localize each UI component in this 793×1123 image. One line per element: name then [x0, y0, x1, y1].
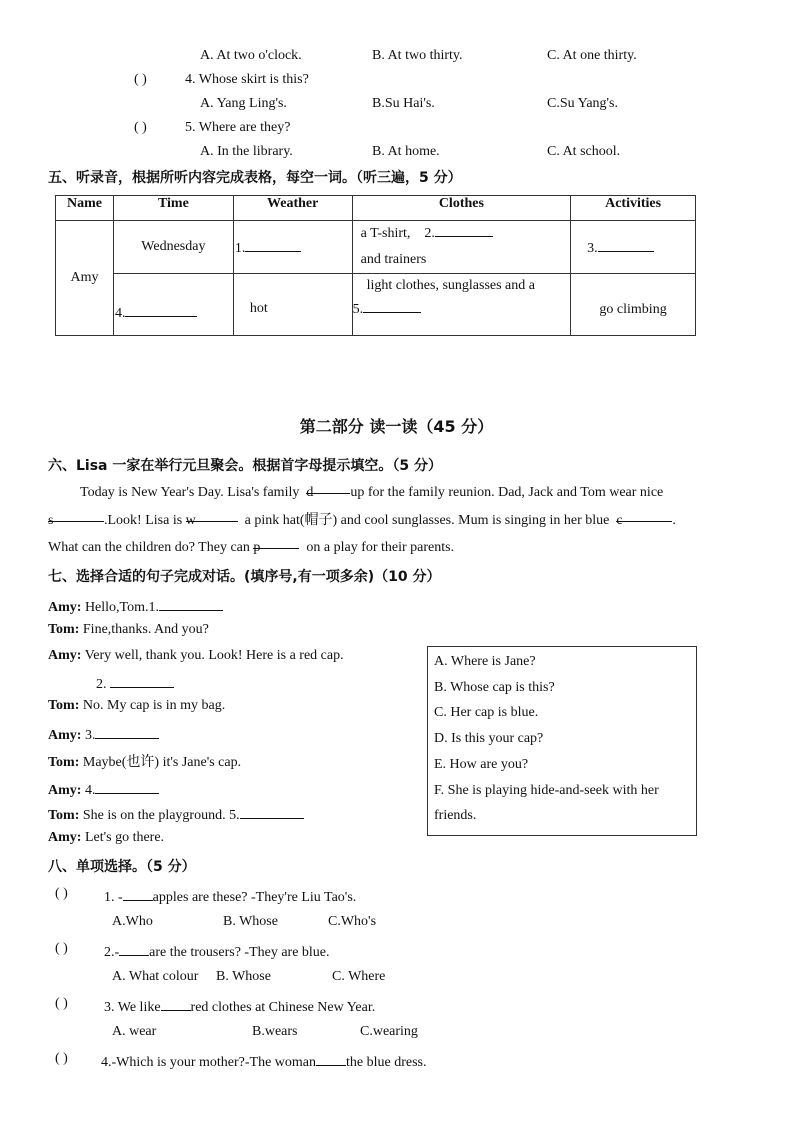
option-b: B. Whose [223, 914, 278, 929]
blank-label: 3. [587, 241, 598, 256]
answer-paren[interactable]: ( ) [134, 120, 147, 135]
hint-letter: s [48, 512, 54, 528]
stem-text: 4.-Which is your mother?-The woman [101, 1055, 316, 1070]
q3-option-c: C. At one thirty. [547, 48, 637, 63]
q3-option-a: A. At two o'clock. [200, 48, 302, 63]
header-clothes: Clothes [352, 196, 571, 221]
blank[interactable] [161, 996, 191, 1011]
stem-text: the blue dress. [346, 1055, 427, 1070]
dialogue-text: 2. [96, 677, 107, 692]
section7-heading: 七、选择合适的句子完成对话。(填序号,有一项多余)（10 分） [48, 569, 441, 585]
stem-text: are the trousers? -They are blue. [149, 945, 330, 960]
cell-weather-2: hot [233, 274, 352, 336]
dialogue-text: Let's go there. [84, 830, 165, 845]
dialogue-line-8 [48, 779, 159, 799]
option-b: B. Whose [216, 969, 271, 984]
option-b: B.wears [252, 1024, 298, 1039]
dialogue-line-10 [48, 830, 164, 846]
option-e: E. How are you? [434, 756, 529, 772]
option-c: C.Who's [328, 914, 377, 929]
q3-option-b: B. At two thirty. [372, 48, 463, 63]
speaker: Amy: [48, 648, 82, 663]
speaker: Amy: [48, 600, 82, 615]
section8-heading: 八、单项选择。（5 分） [48, 859, 196, 875]
speaker: Tom: [48, 622, 80, 637]
question-stem [104, 886, 356, 906]
question-stem: 5. Where are they? [185, 120, 291, 135]
blank-p[interactable] [253, 534, 299, 555]
cell-activity-1 [571, 221, 696, 274]
dialogue-line-5 [48, 698, 225, 714]
blank-label: 1. [234, 241, 246, 256]
cell-weather-1 [233, 221, 352, 274]
listening-table [55, 195, 696, 336]
option-b: B. At home. [372, 144, 440, 159]
cell-name: Amy [56, 221, 114, 336]
option-c: C. At school. [547, 144, 621, 159]
passage-text: Today is New Year's Day. Lisa's family [80, 485, 300, 500]
section6-heading: 六、Lisa 一家在举行元旦聚会。根据首字母提示填空。（5 分） [48, 458, 442, 474]
header-weather: Weather [233, 196, 352, 221]
answer-paren[interactable]: ( ) [134, 72, 147, 87]
header-activities: Activities [571, 196, 696, 221]
answer-paren[interactable]: ( ) [55, 1051, 68, 1066]
option-b: B. Whose cap is this? [434, 679, 555, 695]
answer-blank-1[interactable] [159, 596, 223, 611]
answer-blank-3[interactable] [598, 237, 654, 252]
option-a: A. In the library. [200, 144, 293, 159]
dialogue-line-9 [48, 804, 304, 824]
answer-paren[interactable]: ( ) [55, 941, 68, 956]
dialogue-line-6 [48, 724, 159, 744]
option-a: A. What colour [112, 969, 199, 984]
question-stem [101, 1051, 426, 1071]
answer-blank-2[interactable] [110, 673, 174, 688]
option-a: A.Who [112, 914, 153, 929]
option-c: C.wearing [360, 1024, 418, 1039]
passage-text: a pink hat(帽子) and cool sunglasses. Mum is singing in her blue [244, 512, 610, 528]
answer-blank-2[interactable] [435, 222, 493, 237]
dialogue-line-3 [48, 648, 344, 664]
header-time: Time [113, 196, 233, 221]
passage-text: . [672, 512, 676, 528]
dialogue-text: Hello,Tom.1. [84, 600, 160, 615]
dialogue-line-4 [96, 673, 174, 693]
option-b: B.Su Hai's. [372, 96, 435, 111]
stem-text: 1. - [104, 890, 123, 905]
speaker: Tom: [48, 698, 80, 713]
option-c: C. Her cap is blue. [434, 705, 539, 721]
blank[interactable] [316, 1051, 346, 1066]
speaker: Amy: [48, 728, 82, 743]
cell-time-1: Wednesday [113, 221, 233, 274]
dialogue-text: No. My cap is in my bag. [82, 698, 226, 713]
dialogue-text: 4. [84, 783, 96, 798]
stem-text: 3. We like [104, 1000, 161, 1015]
stem-text: red clothes at Chinese New Year. [190, 1000, 376, 1015]
passage-text: on a play for their parents. [306, 540, 455, 555]
passage-text: up for the family reunion. Dad, Jack and Tom wear nice [350, 485, 664, 500]
speaker: Amy: [48, 783, 82, 798]
dialogue-text: She is on the playground. 5. [82, 808, 240, 823]
blank-c[interactable] [616, 507, 672, 528]
cell-time-2 [113, 274, 233, 336]
speaker: Amy: [48, 830, 82, 845]
answer-blank-1[interactable] [245, 237, 301, 252]
stem-text: 2.- [104, 945, 120, 960]
hint-letter: p [253, 540, 261, 555]
dialogue-line-1 [48, 596, 223, 616]
blank-w[interactable] [185, 507, 238, 528]
blank[interactable] [119, 941, 149, 956]
dialogue-text: Very well, thank you. Look! Here is a red cap. [84, 648, 344, 663]
dialogue-text: 3. [84, 728, 96, 743]
answer-blank-3[interactable] [95, 724, 159, 739]
header-name: Name [56, 196, 114, 221]
dialogue-line-7 [48, 751, 241, 771]
part2-title: 第二部分 读一读（45 分） [299, 417, 494, 436]
option-a: A. Where is Jane? [434, 654, 536, 669]
blank-s[interactable] [48, 507, 104, 528]
hint-letter: c [616, 512, 623, 528]
option-c: C.Su Yang's. [547, 96, 618, 111]
cell-activity-2: go climbing [571, 274, 696, 336]
clothes-text: light clothes, sunglasses and a [366, 278, 535, 293]
answer-blank-5[interactable] [363, 298, 421, 313]
answer-paren[interactable]: ( ) [55, 886, 68, 901]
blank-label: 5. [352, 302, 364, 317]
blank-label: 2. [424, 226, 435, 241]
question-stem: 4. Whose skirt is this? [185, 72, 309, 87]
answer-blank-4[interactable] [95, 779, 159, 794]
option-a: A. wear [112, 1024, 157, 1039]
clothes-text: a T-shirt, [360, 226, 411, 241]
hint-letter: w [185, 512, 196, 528]
stem-text: apples are these? -They're Liu Tao's. [152, 890, 357, 905]
passage-text: .Look! Lisa is [104, 512, 183, 528]
cell-clothes-1 [352, 221, 571, 274]
blank-d[interactable] [306, 479, 350, 500]
speaker: Tom: [48, 808, 80, 823]
question-stem [104, 996, 375, 1016]
option-f-continued: friends. [434, 808, 477, 824]
speaker: Tom: [48, 755, 80, 770]
dialogue-text: Maybe(也许) it's Jane's cap. [82, 755, 242, 770]
answer-blank-5[interactable] [240, 804, 304, 819]
blank[interactable] [123, 886, 153, 901]
answer-blank-4[interactable] [125, 302, 197, 317]
options-box [427, 646, 697, 836]
option-f: F. She is playing hide-and-seek with her [434, 782, 659, 798]
cell-clothes-2 [352, 274, 571, 336]
passage-text: What can the children do? They can [48, 540, 250, 555]
option-a: A. Yang Ling's. [200, 96, 287, 111]
hint-letter: d [306, 485, 314, 500]
dialogue-text: Fine,thanks. And you? [82, 622, 209, 637]
clothes-text: and trainers [360, 252, 427, 267]
section6-passage [48, 479, 748, 562]
option-d: D. Is this your cap? [434, 731, 544, 747]
option-c: C. Where [332, 969, 386, 984]
question-stem [104, 941, 330, 961]
dialogue-line-2 [48, 622, 209, 638]
section5-heading: 五、听录音，根据所听内容完成表格，每空一词。（听三遍，5 分） [48, 170, 462, 186]
answer-paren[interactable]: ( ) [55, 996, 68, 1011]
blank-label: 4. [114, 305, 126, 321]
